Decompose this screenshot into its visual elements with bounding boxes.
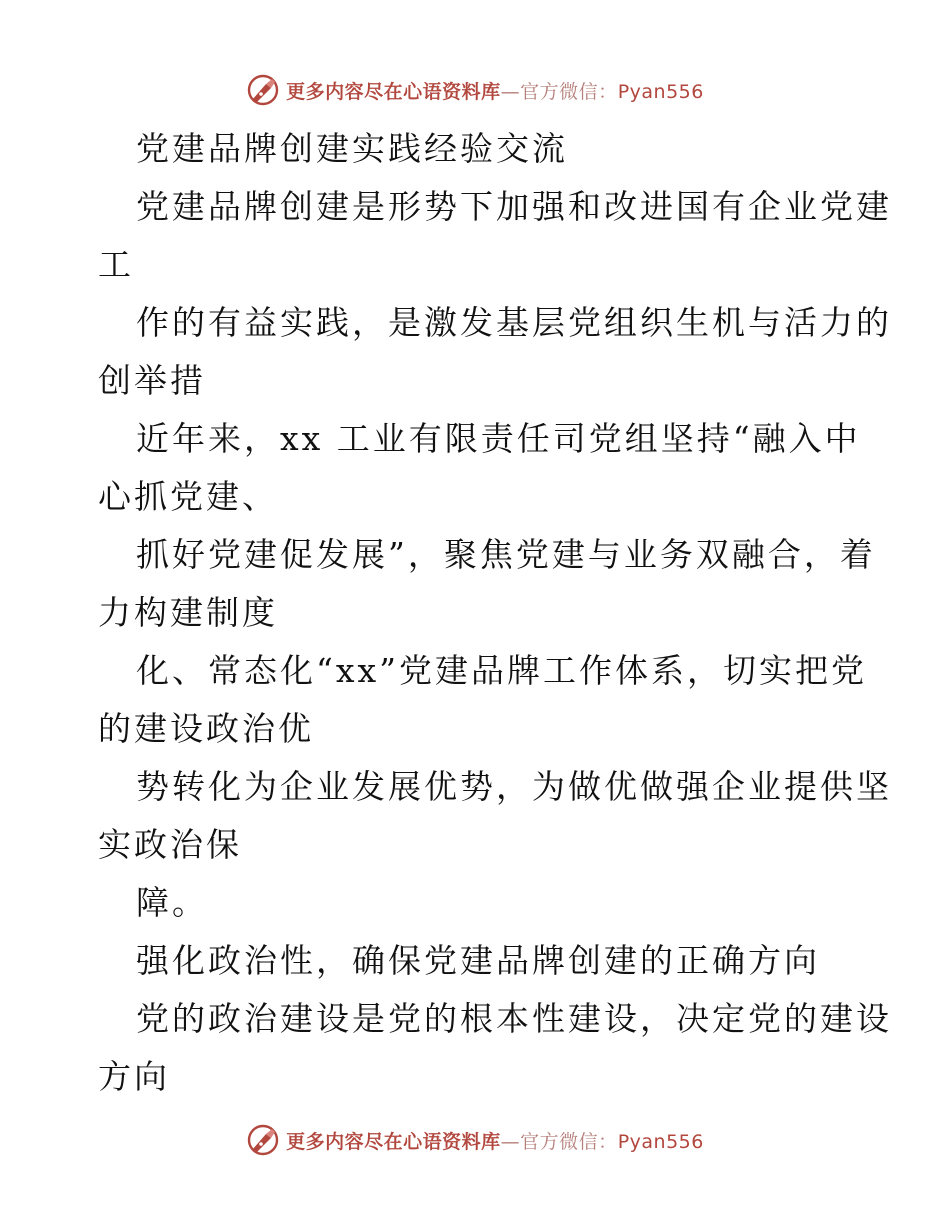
paragraph-line: 化、常态化“xx”党建品牌工作体系，切实把党 — [136, 651, 867, 690]
section-heading: 强化政治性，确保党建品牌创建的正确方向 — [136, 941, 820, 980]
paragraph-line: 作的有益实践，是激发基层党组织生机与活力的 — [136, 303, 892, 342]
paragraph-line: 创举措 — [98, 361, 206, 400]
paragraph-line: 实政治保 — [98, 825, 242, 864]
paragraph-line: 力构建制度 — [98, 593, 278, 632]
pen-nib-logo-icon — [246, 1123, 280, 1157]
footer-wechat-id: Pyan556 — [617, 1130, 704, 1153]
document-title: 党建品牌创建实践经验交流 — [136, 129, 568, 168]
footer-watermark-banner — [0, 1120, 950, 1160]
footer-banner-text: 更多内容尽在心语资料库—官方微信：Pyan556 — [286, 1130, 704, 1153]
paragraph-line: 势转化为企业发展优势，为做优做强企业提供坚 — [136, 767, 892, 806]
paragraph-line: 抓好党建促发展”，聚焦党建与业务双融合，着 — [136, 535, 876, 574]
paragraph-line: 工 — [98, 245, 134, 284]
paragraph-line: 方向 — [98, 1057, 170, 1096]
header-banner-text: 更多内容尽在心语资料库—官方微信：Pyan556 — [286, 80, 704, 103]
paragraph-line: 党建品牌创建是形势下加强和改进国有企业党建 — [136, 187, 892, 226]
paragraph-line: 党的政治建设是党的根本性建设，决定党的建设 — [136, 999, 892, 1038]
document-body — [98, 120, 892, 1106]
paragraph-line: 的建设政治优 — [98, 709, 314, 748]
header-watermark-banner — [0, 70, 950, 110]
paragraph-line: 心抓党建、 — [98, 477, 278, 516]
paragraph-line: 近年来，xx 工业有限责任司党组坚持“融入中 — [136, 419, 861, 458]
header-wechat-id: Pyan556 — [617, 80, 704, 103]
pen-nib-logo-icon — [246, 73, 280, 107]
paragraph-line: 障。 — [136, 883, 208, 922]
